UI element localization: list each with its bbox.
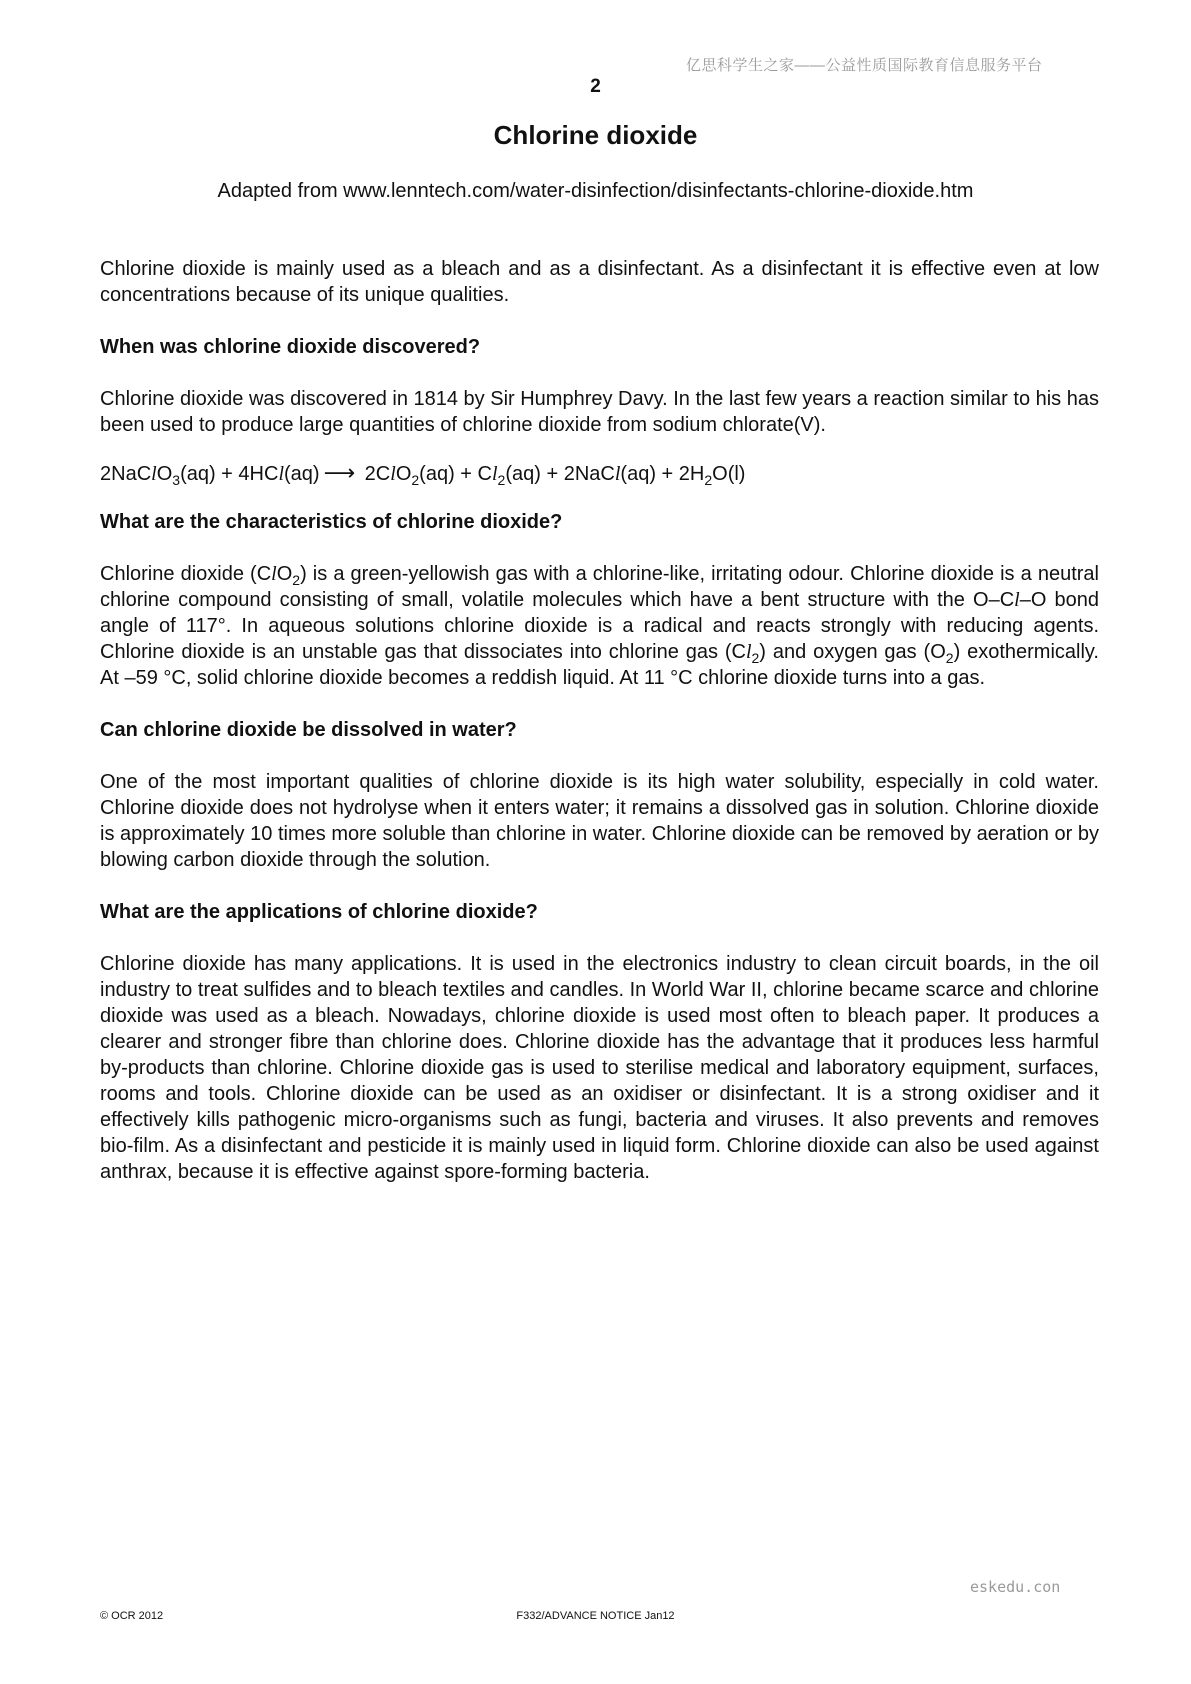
section-body-characteristics: Chlorine dioxide (ClO$_2$) is a green-yellowish gas with a chlorine-like, irritating odour. Chlorine dioxide is a neutral chlorine compound consisting of small, volatile molecules which have a bent structure with the O–Cl–O bond angle of 117°. In aqueous solutions chlorine dioxide is a radical and reacts strongly with reducing agents. Chlorine dioxide is an unstable gas that dissociates into chlorine gas $(Cl_2)$ and oxygen gas $(O_2)$ exothermically. At –59 °C, solid chlorine dioxide becomes a reddish liquid. At 11 °C chlorine dioxide turns into a gas. <box>100 563 1099 689</box>
reaction-equation: 2NaClO$_3$(aq) + 4HCl(aq) ⟶ $2ClO_2(aq) + Cl_2(aq)$ + 2NaCl(aq) + $2H_2O(l)$ <box>100 460 746 488</box>
footer-copyright: © OCR 2012 <box>100 1610 164 1622</box>
page-number: 2 <box>590 76 601 97</box>
section-heading-solubility: Can chlorine dioxide be dissolved in water? <box>100 719 517 741</box>
section-heading-applications: What are the applications of chlorine dioxide? <box>100 901 538 923</box>
article-body <box>100 256 1099 1185</box>
source-citation: Adapted from www.lenntech.com/water-disinfection/disinfectants-chlorine-dioxide.htm <box>217 180 974 202</box>
intro-paragraph: Chlorine dioxide is mainly used as a bleach and as a disinfectant. As a disinfectant it is effective even at low concentrations because of its unique qualities. <box>100 258 1099 306</box>
watermark-bottom: eskedu.con <box>970 1578 1061 1596</box>
section-heading-characteristics: What are the characteristics of chlorine dioxide? <box>100 511 563 533</box>
section-heading-discovery: When was chlorine dioxide discovered? <box>100 336 481 358</box>
page-title: Chlorine dioxide <box>493 120 698 150</box>
section-body-solubility: One of the most important qualities of chlorine dioxide is its high water solubility, especially in cold water. Chlorine dioxide does not hydrolyse when it enters water; it remains a dissolved gas in solution. Chlorine dioxide is approximately 10 times more soluble than chlorine in water. Chlorine dioxide can be removed by aeration or by blowing carbon dioxide through the solution. <box>100 771 1099 871</box>
reaction-arrow: ⟶ <box>323 460 356 485</box>
section-body-applications: Chlorine dioxide has many applications. It is used in the electronics industry to clean circuit boards, in the oil industry to treat sulfides and to bleach textiles and candles. In World War II, chlorine became scarce and chlorine dioxide was used as a bleach. Nowadays, chlorine dioxide is used most often to bleach paper. It produces a clearer and stronger fibre than chlorine does. Chlorine dioxide has the advantage that it produces less harmful by-products than chlorine. Chlorine dioxide gas is used to sterilise medical and laboratory equipment, surfaces, rooms and tools. Chlorine dioxide can be used as an oxidiser or disinfectant. It is a strong oxidiser and it effectively kills pathogenic micro-organisms such as fungi, bacteria and viruses. It also prevents and removes bio-film. As a disinfectant and pesticide it is mainly used in liquid form. Chlorine dioxide can also be used against anthrax, because it is effective against spore-forming bacteria. <box>100 953 1099 1183</box>
watermark-top: 亿思科学生之家——公益性质国际教育信息服务平台 <box>686 57 1043 74</box>
section-body-discovery: Chlorine dioxide was discovered in 1814 by Sir Humphrey Davy. In the last few years a reaction similar to his has been used to produce large quantities of chlorine dioxide from sodium chlorate(V). <box>100 388 1099 436</box>
footer-document-code: F332/ADVANCE NOTICE Jan12 <box>516 1610 675 1622</box>
